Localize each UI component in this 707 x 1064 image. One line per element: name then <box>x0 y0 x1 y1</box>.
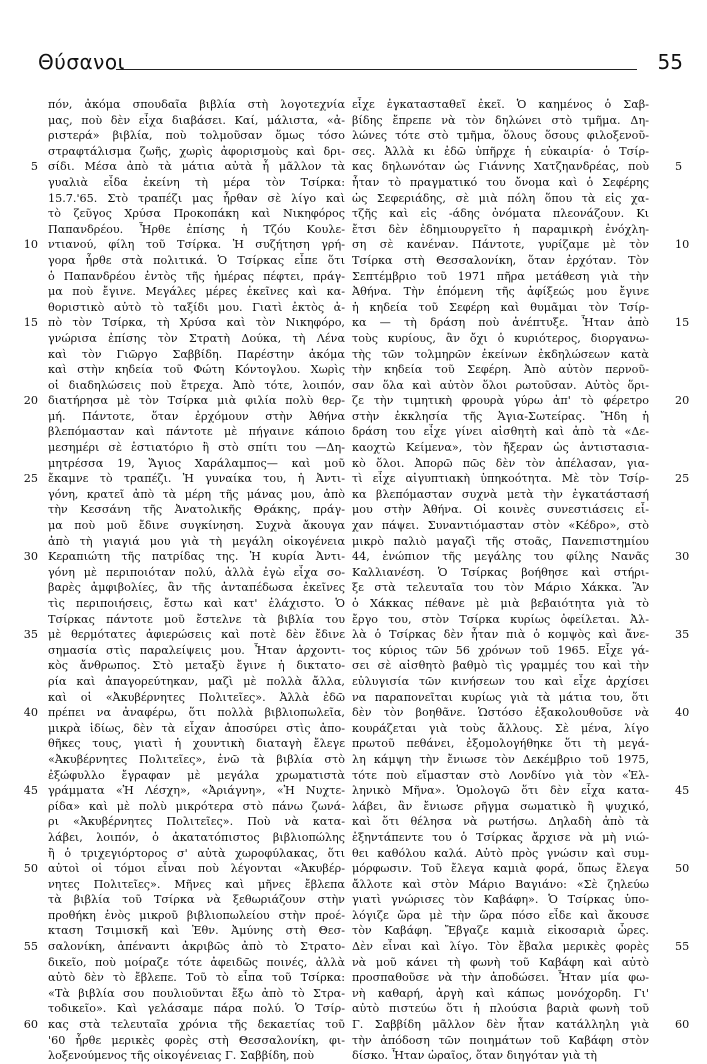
text-line: κὸ ὅλοι. Ἀπορῶ πῶς δὲν τὸν ἀπέλασαν, για- <box>352 456 649 470</box>
text-line: μόρφωσιν. Τοῦ ἔλεγα καμιὰ φορά, ὅπως ἔλεγα <box>352 862 649 876</box>
text-line: τοδικεῖο». Καὶ γελάσαμε πάρα πολύ. Ὁ Τσίρ- <box>48 1002 345 1016</box>
text-line: '60 ἦρθε μερικὲς φορὲς στὴ Θεσσαλονίκη, φι- <box>48 1033 345 1047</box>
text-line: γόνη μὲ περιποιόταν πολύ, ἀλλὰ ἐγὼ εἶχα σο- <box>48 565 345 579</box>
left-column <box>48 97 345 1064</box>
text-line: μικρὸ παλιὸ μαγαζὶ τῆς στοᾶς, Πανεπιστημίου <box>352 534 649 548</box>
text-line: ἄλλοτε καὶ στὸν Μάριο Βαγιάνο: «Σὲ ζηλεύω <box>352 877 649 891</box>
text-line: νητες Πολιτεῖες». Μῆνες καὶ μῆνες ἔβλεπα <box>48 877 345 891</box>
text-line: βίδης ἔπρεπε νὰ τὸν δηλώνει στὸ τμῆμα. Δη- <box>352 113 649 127</box>
text-line: Τσίρκα στὴ Θεσσαλονίκη, ὅταν ἐρχόταν. Τὸν <box>352 253 649 267</box>
text-line: μα ποὺ ἔγινε. Μεγάλες μέρες ἐκεῖνες καὶ κα- <box>48 285 345 299</box>
line-number: 45 <box>675 784 690 798</box>
line-number: 20 <box>675 394 690 408</box>
text-line: προσπαθοῦσε νὰ τὴν ἀποδώσει. Ἦταν μία φω- <box>352 971 649 985</box>
text-line: καὶ στὴν κηδεία τοῦ Φώτη Κόντογλου. Χωρὶς <box>48 363 345 377</box>
text-line: βαρὲς ἀμφιβολίες, ἂν τῆς ἀνταπέδωσα ἐκεῖνες <box>48 581 345 595</box>
text-line: τζῆς καὶ εἰς -άδης ὀνόματα πλεονάζουν. Κι <box>352 207 649 221</box>
text-line: ἐξώφυλλο ἔγραφαν μὲ μεγάλα χρωματιστὰ <box>48 768 345 782</box>
right-column <box>352 97 649 1064</box>
text-line: ριστερά» βιβλία, ποὺ τολμοῦσαν ὅμως τόσο <box>48 129 345 143</box>
text-line: θοριστικὸ αὐτὸ τὸ ταξίδι μου. Γιατὶ ἐκτὸς ἀ- <box>48 300 345 314</box>
text-line: Σεπτέμβριο τοῦ 1971 πῆρα μετάθεση γιὰ τὴν <box>352 269 649 283</box>
text-line: ρι «Ἀκυβέρνητες Πολιτεῖες». Ποὺ νὰ κατα- <box>48 815 345 829</box>
line-number: 50 <box>23 862 38 876</box>
header-rule <box>116 69 637 70</box>
text-line: λάβει, λοιπόν, ὁ ἀκατατόπιστος βιβλιοπώλης <box>48 830 345 844</box>
text-line: κὸς ἄνθρωπος. Στὸ μεταξὺ ἔγινε ἡ δικτατο- <box>48 659 345 673</box>
line-number: 60 <box>675 1018 690 1032</box>
text-line: τὸν Καβάφη. Ἔβγαζε καμιὰ εἰκοσαριὰ ὧρες. <box>352 924 649 938</box>
text-line: μικρὰ ἰδίως, δὲν τὰ εἶχαν ἀποσύρει στὶς ἀπο- <box>48 721 345 735</box>
text-line: ἐξηντάπεντε του ὁ Τσίρκας ἄρχισε νὰ μὴ νιώ- <box>352 830 649 844</box>
line-number: 15 <box>23 316 38 330</box>
text-line: ὡς Σεφεριάδης, σὲ μιὰ πόλη ὅπου τὰ εἰς χα- <box>352 191 649 205</box>
text-line: νὰ μοῦ κάνει τὴ φωνὴ τοῦ Καβάφη καὶ αὐτὸ <box>352 955 649 969</box>
text-line: τὰ βιβλία τοῦ Τσίρκα νὰ ξεθωριάζουν στὴν <box>48 893 345 907</box>
text-line: καὶ ὅτι θέλησα νὰ ρωτήσω. Δηλαδὴ ἀπὸ τὰ <box>352 815 649 829</box>
text-line: κας στὰ τελευταῖα χρόνια τῆς δεκαετίας τοῦ <box>48 1018 345 1032</box>
text-line: τότε ποὺ εἴμασταν στὸ Λονδίνο γιὰ τὸν «Ἑλ- <box>352 768 649 782</box>
running-title: Θύσανοι <box>38 50 125 74</box>
text-line: λη κάμψη τὴν ἔνιωσε τὸν Δεκέμβριο τοῦ 1975, <box>352 752 649 766</box>
text-line: Τσίρκας πάντοτε μοῦ ἔστελνε τὰ βιβλία του <box>48 612 345 626</box>
text-line: μή. Πάντοτε, ὅταν ἐρχόμουν στὴν Ἀθήνα <box>48 409 345 423</box>
page-number: 55 <box>657 50 683 74</box>
text-line: ὁ Χάκκας πέθανε μὲ μιὰ βεβαιότητα γιὰ τὸ <box>352 597 649 610</box>
text-line: ἢ ὁ τριχεγιόρτορος σ' αὐτὰ χωροφύλακας, ὅτι <box>48 846 345 860</box>
line-number: 55 <box>23 940 38 954</box>
text-line: κταση Τσιμισκῆ καὶ Ἐθν. Ἀμύνης στὴ Θεσ- <box>48 924 345 938</box>
text-line: εὐλυγισία τῶν κινήσεων του καὶ εἶχε ἀρχίσει <box>352 674 649 688</box>
line-number: 40 <box>675 706 690 720</box>
text-line: να παραπονεῖται κυρίως γιὰ τὰ μάτια του, ὅτι <box>352 690 649 704</box>
text-line: Καλλιανέση. Ὁ Τσίρκας βοήθησε καὶ στήρι- <box>352 565 649 579</box>
text-line: «Τὰ βιβλία σου πουλιοῦνται ἔξω ἀπὸ τὸ Στρα- <box>48 986 345 1000</box>
text-line: αὐτοὶ οἱ τόμοι εἶναι ποὺ λέγονται «Ἀκυβέρ- <box>48 862 345 876</box>
line-number: 10 <box>675 238 690 252</box>
text-line: «Ἀκυβέρνητες Πολιτεῖες», ἐνῶ τὰ βιβλία στὸ <box>48 752 345 766</box>
line-number: 60 <box>23 1018 38 1032</box>
text-line: ληνικὸ Μῆνα». Ὁμολογῶ ὅτι δὲν εἶχα κατα- <box>352 784 649 798</box>
text-line: αὐτὸ πιστεύω ὅτι ἡ πλούσια βαριὰ φωνὴ τοῦ <box>352 1002 649 1016</box>
text-line: τὴν ἀπόδοση τῶν ποιημάτων τοῦ Καβάφη στὸν <box>352 1033 649 1047</box>
text-line: δράση του εἶχε γίνει αἰσθητὴ καὶ ἀπὸ τὰ «Δε- <box>352 425 649 439</box>
text-line: μητρέσσα 19, Ἅγιος Χαράλαμπος— καὶ μοῦ <box>48 456 345 470</box>
text-line: στὴν ἐκκλησία τῆς Ἁγια-Σωτείρας. Ἤδη ἡ <box>352 409 649 423</box>
text-line: πόν, ἀκόμα σπουδαῖα βιβλία στὴ λογοτεχνία <box>48 98 345 111</box>
text-line: δίσκο. Ἦταν ὡραῖος, ὅταν διηγόταν γιὰ τὴ <box>352 1049 597 1063</box>
text-line: λώνες τότε στὸ τμῆμα, ὅλους ὅσους φιλοξενοῦ- <box>352 129 649 143</box>
text-line: ἀπὸ τὴ γιαγιά μου γιὰ τὴ μεγάλη οἰκογένεια <box>48 534 345 548</box>
text-line: Ἀθήνα. Τὴν ἑπόμενη τῆς ἀφίξεώς μου ἔγινε <box>352 285 649 299</box>
line-number: 10 <box>23 238 38 252</box>
text-line: γιατὶ γνώρισες τὸν Καβάφη». Ὁ Τσίρκας ὑπο- <box>352 893 649 907</box>
text-line: νὴ καθαρή, ἀργὴ καὶ κάπως μονόχορδη. Γι' <box>352 986 649 1000</box>
text-line: ἔκαμνε τὸ τραπέζι. Ἡ γυναίκα του, ἡ Ἀντι- <box>48 472 345 486</box>
text-line: εἶχε ἐγκατασταθεῖ ἐκεῖ. Ὁ καημένος ὁ Σαβ- <box>352 98 649 111</box>
text-line: σίδι. Μέσα ἀπὸ τὰ μάτια αὐτὰ ἦ μᾶλλον τὰ <box>48 160 345 174</box>
text-line: ζε τὴν τιμητικὴ φρουρὰ γύρω ἀπ' τὸ φέρετρο <box>352 394 649 408</box>
text-line: μεσημέρι σὲ ἑστιατόριο ἢ στὸ σπίτι του —Δη- <box>48 441 345 455</box>
text-line: θῆκες τους, γιατὶ ἡ χουντικὴ διαταγὴ ἔλεγε <box>48 737 345 751</box>
text-line: ἦταν τὸ πραγματικό του ὄνομα καὶ ὁ Σεφέρης <box>352 175 649 189</box>
line-number: 30 <box>23 550 38 564</box>
line-number: 25 <box>675 472 690 486</box>
text-line: γορα ἦρθε στὰ πολιτικά. Ὁ Τσίρκας εἶπε ὅτι <box>48 253 345 267</box>
text-line: ἡ κηδεία τοῦ Σεφέρη καὶ θυμᾶμαι τὸν Τσίρ- <box>352 300 649 314</box>
text-line: βλεπόμασταν καὶ πάντοτε μὲ πήγαινε κάποιο <box>48 425 345 439</box>
text-line: ρίδα» καὶ μὲ πολὺ μικρότερα στὸ πάνω ζωνά- <box>48 799 345 813</box>
text-line: χαν πάψει. Συναντιόμασταν στὸν «Κέδρο», στὸ <box>352 519 649 533</box>
text-line: ἔτσι δὲν ἐδημιουργεῖτο ἡ παραμικρὴ ἐνόχλη- <box>352 222 649 236</box>
text-line: τὶ εἶχε αἰγυπτιακὴ ὑπηκοότητα. Μὲ τὸν Τσίρ- <box>352 472 649 486</box>
running-header <box>38 46 683 76</box>
text-line: ρία καὶ ἀπαγορεύτηκαν, μαζὶ μὲ πολλὰ ἄλλα, <box>48 674 345 688</box>
line-number: 20 <box>23 394 38 408</box>
text-line: καοχτὼ Κείμενα», τὸν ἤξεραν ὡς ἀντιστασια- <box>352 441 649 455</box>
text-line: τὸ ζεῦγος Χρύσα Προκοπάκη καὶ Νικηφόρος <box>48 207 345 221</box>
text-line: σες. Ἀλλὰ κι ἐδῶ ὑπῆρχε ἡ εὐκαιρία· ὁ Τσίρ- <box>352 144 649 158</box>
text-line: ὁ Παπανδρέου ἐντὸς τῆς ἡμέρας πέφτει, πράγ- <box>48 269 345 283</box>
text-line: τὴν κηδεία τοῦ Σεφέρη. Ἀπὸ αὐτὸν περνοῦ- <box>352 363 649 377</box>
text-line: ση σὲ κανέναν. Πάντοτε, γυρίζαμε μὲ τὸν <box>352 238 649 252</box>
text-line: σαν ὅλα καὶ αὐτὸν ὅλοι ρωτοῦσαν. Αὐτὸς ὅρι- <box>352 378 649 392</box>
line-number: 45 <box>23 784 38 798</box>
text-line: γράμματα «Ἡ Λέσχη», «Ἀριάγνη», «Ἡ Νυχτε- <box>48 784 345 798</box>
line-number: 30 <box>675 550 690 564</box>
text-line: πρέπει να ἀναφέρω, ὅτι πολλὰ βιβλιοπωλεῖα, <box>48 706 345 720</box>
line-number: 25 <box>23 472 38 486</box>
text-line: κουράζεται γιὰ τοὺς ἄλλους. Σὲ μένα, λίγο <box>352 721 649 735</box>
line-number: 35 <box>23 628 38 642</box>
text-line: γνώρισα ἐπίσης τὸν Στρατὴ Δούκα, τὴ Λένα <box>48 331 345 345</box>
text-line: σημασία στὶς παραλείψεις μου. Ἦταν ἀρχοντι- <box>48 643 345 657</box>
text-line: ἔργο του, στὸν Τσίρκα κυρίως ὀφείλεται. Ἀλ- <box>352 612 649 626</box>
line-number: 40 <box>23 706 38 720</box>
text-line: τοὺς κυρίους, ἂν ὄχι ὁ κυριότερος, διοργανω- <box>352 331 649 345</box>
text-line: Παπανδρέου. Ἦρθε ἐπίσης ἡ Τζόυ Κουλε- <box>48 222 345 236</box>
text-line: δὲν τὸν βοηθᾶνε. Ὡστόσο ἐξακολουθοῦσε νὰ <box>352 706 649 720</box>
text-line: προθήκη ἑνὸς μικροῦ βιβλιοπωλείου στὴν προέ- <box>48 908 345 922</box>
line-number: 5 <box>30 160 38 174</box>
text-line: καὶ τὸν Γιῶργο Σαββίδη. Παρέστην ἀκόμα <box>48 347 345 361</box>
text-line: μας, ποὺ δὲν εἶχα διαβάσει. Καί, μάλιστα, «ἀ- <box>48 113 345 127</box>
text-line: Δὲν εἶναι καὶ λίγο. Τὸν ἔβαλα μερικὲς φορὲς <box>352 940 649 954</box>
text-line: 44, ἐνώπιον τῆς μεγάλης του φίλης Νανᾶς <box>352 550 649 564</box>
text-line: πὸ τὸν Τσίρκα, τὴ Χρύσα καὶ τὸν Νικηφόρο, <box>48 316 345 330</box>
text-line: τὶς περιποιήσεις, ἔστω καὶ κατ' ἐλάχιστο. Ὁ <box>48 597 345 610</box>
text-line: τὴν Κεσσάνη τῆς Ἀνατολικῆς Θράκης, πράγ- <box>48 503 345 517</box>
text-line: μὲ θερμότατες ἀφιερώσεις καὶ ποτὲ δὲν ἔδινε <box>48 628 345 642</box>
text-line: λὰ ὁ Τσίρκας δὲν ἦταν πιὰ ὁ κομψὸς καὶ ἄνε- <box>352 628 649 642</box>
text-line: τὴς τῶν τολμηρῶν ἐκείνων ἐκδηλώσεων κατὰ <box>352 347 649 361</box>
text-line: λάβει, ἂν ἔνιωσε ρῆγμα σωματικὸ ἢ ψυχικό, <box>352 799 649 813</box>
text-line: θει καθόλου καλά. Αὐτὸ πρὸς γνώσιν καὶ συμ- <box>352 846 649 860</box>
line-number: 35 <box>675 628 690 642</box>
text-line: κα — τὴ δράση ποὺ ἀνέπτυξε. Ἦταν ἀπὸ <box>352 316 649 330</box>
text-line: μου στὴν Ἀθήνα. Οἱ κοινὲς συνεστιάσεις εἶ- <box>352 503 649 517</box>
text-line: στραφτάλισμα ζωῆς, χωρὶς ἀφορισμοὺς καὶ δρι- <box>48 144 345 158</box>
text-line: αὐτὸ δὲν τὸ ἔβλεπε. Τοῦ τὸ εἶπα τοῦ Τσίρκα: <box>48 971 345 985</box>
text-line: λοξενούμενος τῆς οἰκογένειας Γ. Σαββίδη, ποὺ <box>48 1049 315 1063</box>
line-number: 50 <box>675 862 690 876</box>
text-line: τος κύριος τῶν 56 χρόνων τοῦ 1965. Εἶχε γά- <box>352 643 649 657</box>
line-number: 55 <box>675 940 690 954</box>
text-line: γυαλιὰ εἶδα ἐκείνη τὴ μέρα τὸν Τσίρκα: <box>48 175 345 189</box>
line-number: 5 <box>675 160 683 174</box>
text-line: Κεραπιώτη τῆς πατρίδας της. Ἡ κυρία Ἀντι- <box>48 550 345 564</box>
text-line: μα ποὺ μοῦ ἔδινε συγκίνηση. Συχνὰ ἄκουγα <box>48 519 345 533</box>
text-line: 15.7.'65. Στὸ τραπέζι μας ἦρθαν σὲ λίγο καὶ <box>48 191 345 205</box>
text-line: κας δηλωνόταν ὡς Γιάννης Χατζηανδρέας, ποὺ <box>352 160 649 174</box>
text-line: κα βλεπόμασταν συχνὰ μετὰ τὴν ἐγκατάστασή <box>352 487 649 501</box>
text-line: διατήρησα μὲ τὸν Τσίρκα μιὰ φιλία πολὺ θερ- <box>48 394 345 408</box>
text-line: γόνη, κρατεῖ ἀπὸ τὰ μέρη τῆς μάνας μου, ἀπὸ <box>48 487 345 501</box>
line-number: 15 <box>675 316 690 330</box>
text-line: Γ. Σαββίδη μᾶλλον δὲν ἦταν κατάλληλη γιὰ <box>352 1018 649 1032</box>
text-line: ξε στὰ τελευταῖα του τὸν Μάριο Χάκκα. Ἂν <box>352 581 649 595</box>
text-line: σει σὲ αἰσθητὸ βαθμὸ τὶς γραμμές του καὶ τὴν <box>352 659 649 673</box>
text-line: λόγιζε ὥρα μὲ τὴν ὥρα πόσο εἶδε καὶ ἄκουσε <box>352 908 649 922</box>
text-line: οἱ διαδηλώσεις ποὺ ἔτρεχα. Ἀπὸ τότε, λοιπόν, <box>48 378 345 392</box>
text-line: ντιανού, φίλη τοῦ Τσίρκα. Ἡ συζήτηση γρή- <box>48 238 345 252</box>
text-line: δικεῖο, ποὺ μοίραζε τότε ἀφειδῶς ποινές, ἀλλὰ <box>48 955 345 969</box>
text-line: πρωτοῦ πεθάνει, ἐξομολογήθηκε ὅτι τὴ μεγά- <box>352 737 649 751</box>
text-line: καὶ οἱ «Ἀκυβέρνητες Πολιτεῖες». Ἀλλὰ ἐδῶ <box>48 690 345 704</box>
text-line: σαλονίκη, ἀπέναντι ἀκριβῶς ἀπὸ τὸ Στρατο- <box>48 940 345 954</box>
